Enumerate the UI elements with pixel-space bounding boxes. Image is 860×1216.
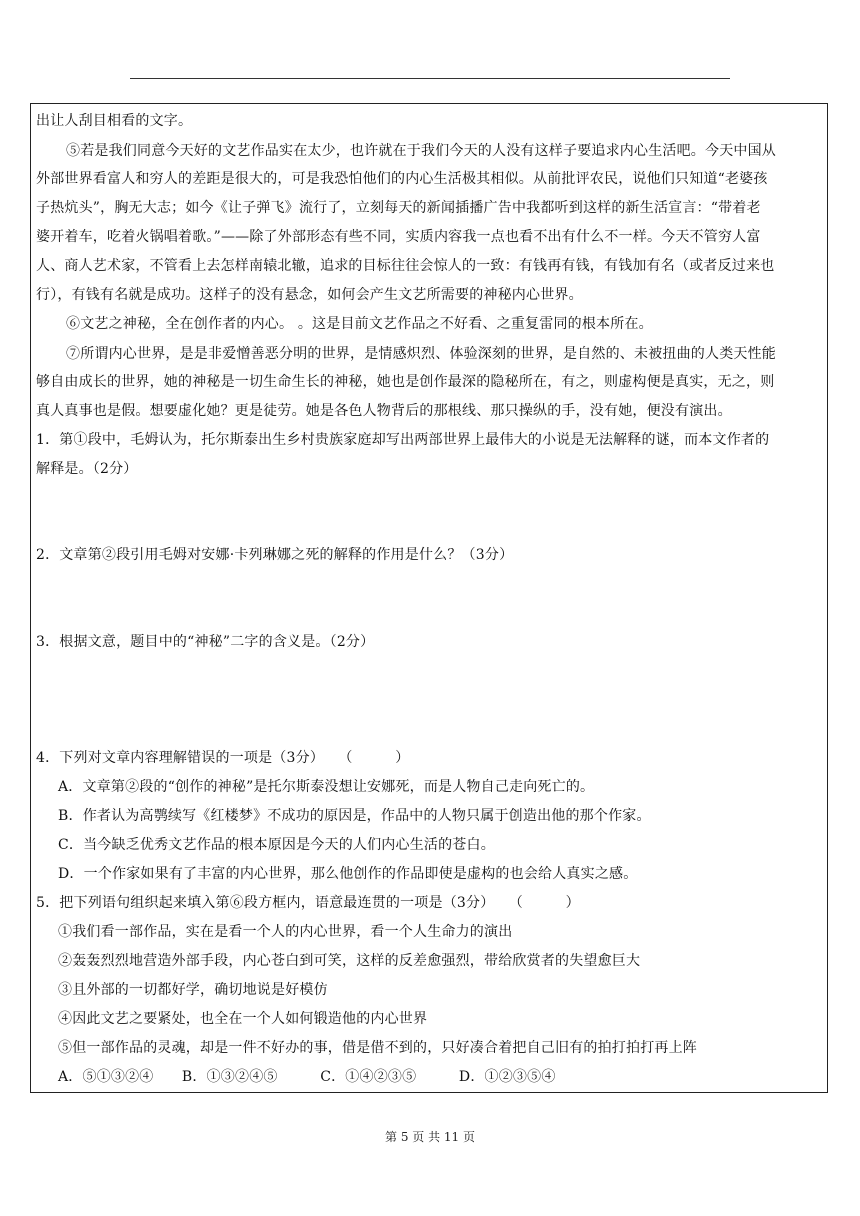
question-4-stem: 4．下列对文章内容理解错误的一项是（3分） （ ）: [36, 750, 410, 766]
paragraph-7-line: ⑦所谓内心世界，是是非爱憎善恶分明的世界，是情感炽烈、体验深刻的世界，是自然的、未被扭曲的人类天性能: [66, 346, 776, 362]
question-4-option: B．作者认为高鹗续写《红楼梦》不成功的原因是，作品中的人物只属于创造出他的那个作家。: [58, 808, 651, 824]
question-3: 3．根据文意，题目中的“神秘”二字的含义是。（2分）: [36, 634, 375, 650]
paragraph-7-line: 够自由成长的世界，她的神秘是一切生命生长的神秘，她也是创作最深的隐秘所在，有之，则虚构便是真实，无之，则: [36, 374, 775, 390]
passage-line: 出让人刮目相看的文字。: [36, 113, 193, 129]
paragraph-6: ⑥文艺之神秘，全在创作者的内心。 。这是目前文艺作品之不好看、之重复雷同的根本所在。: [66, 316, 653, 332]
paragraph-7-line: 真人真事也是假。想要虚化她？更是徒劳。她是各色人物背后的那根线、那只操纵的手，没有她，便没有演出。: [36, 403, 732, 419]
paragraph-5-line: ⑤若是我们同意今天好的文艺作品实在太少，也许就在于我们今天的人没有这样子要追求内心生活吧。今天中国从: [66, 143, 776, 159]
question-5-item: ③且外部的一切都好学，确切地说是好模仿: [58, 982, 328, 998]
header-rule: [130, 78, 730, 79]
page-footer: 第 5 页 共 11 页: [385, 1130, 475, 1144]
question-4-option: A．文章第②段的“创作的神秘”是托尔斯泰没想让安娜死，而是人物自己走向死亡的。: [58, 779, 595, 795]
question-5-item: ⑤但一部作品的灵魂，却是一件不好办的事，借是借不到的，只好凑合着把自己旧有的拍打拍打再上阵: [58, 1040, 697, 1056]
question-4-option: D．一个作家如果有了丰富的内心世界，那么他创作的作品即使是虚构的也会给人真实之感。: [58, 866, 638, 882]
question-1-line: 1．第①段中，毛姆认为，托尔斯泰出生乡村贵族家庭却写出两部世界上最伟大的小说是无法解释的谜，而本文作者的: [36, 432, 770, 448]
content-frame: [30, 103, 828, 1093]
paragraph-5-line: 子热炕头”，胸无大志；如今《让子弹飞》流行了，立刻每天的新闻插播广告中我都听到这样的新生活宣言：“带着老: [36, 200, 761, 216]
question-5-item: ①我们看一部作品，实在是看一个人的内心世界，看一个人生命力的演出: [58, 924, 513, 940]
paragraph-5-line: 外部世界看富人和穷人的差距是很大的，可是我恐怕他们的内心生活极其相似。从前批评农民，说他们只知道“老婆孩: [36, 171, 768, 187]
paragraph-5-line: 人、商人艺术家，不管看上去怎样南辕北辙，追求的目标往往会惊人的一致：有钱再有钱，有钱加有名（或者反过来也: [36, 258, 775, 274]
question-5-stem: 5．把下列语句组织起来填入第⑥段方框内，语意最连贯的一项是（3分） （ ）: [36, 895, 580, 911]
question-2: 2．文章第②段引用毛姆对安娜·卡列琳娜之死的解释的作用是什么？（3分）: [36, 547, 514, 563]
question-5-item: ④因此文艺之要紧处，也全在一个人如何锻造他的内心世界: [58, 1011, 428, 1027]
question-5-choices: A．⑤①③②④ B．①③②④⑤ C．①④②③⑤ D．①②③⑤④: [58, 1069, 556, 1085]
question-1-line: 解释是。（2分）: [36, 461, 138, 477]
paragraph-5-line: 行），有钱有名就是成功。这样子的没有悬念，如何会产生文艺所需要的神秘内心世界。: [36, 287, 583, 303]
paragraph-5-line: 婆开着车，吃着火锅唱着歌。”——除了外部形态有些不同，实质内容我一点也看不出有什么不一样。今天不管穷人富: [36, 229, 761, 245]
question-5-item: ②轰轰烈烈地营造外部手段，内心苍白到可笑，这样的反差愈强烈，带给欣赏者的失望愈巨大: [58, 953, 641, 969]
question-4-option: C．当今缺乏优秀文艺作品的根本原因是今天的人们内心生活的苍白。: [58, 837, 495, 853]
